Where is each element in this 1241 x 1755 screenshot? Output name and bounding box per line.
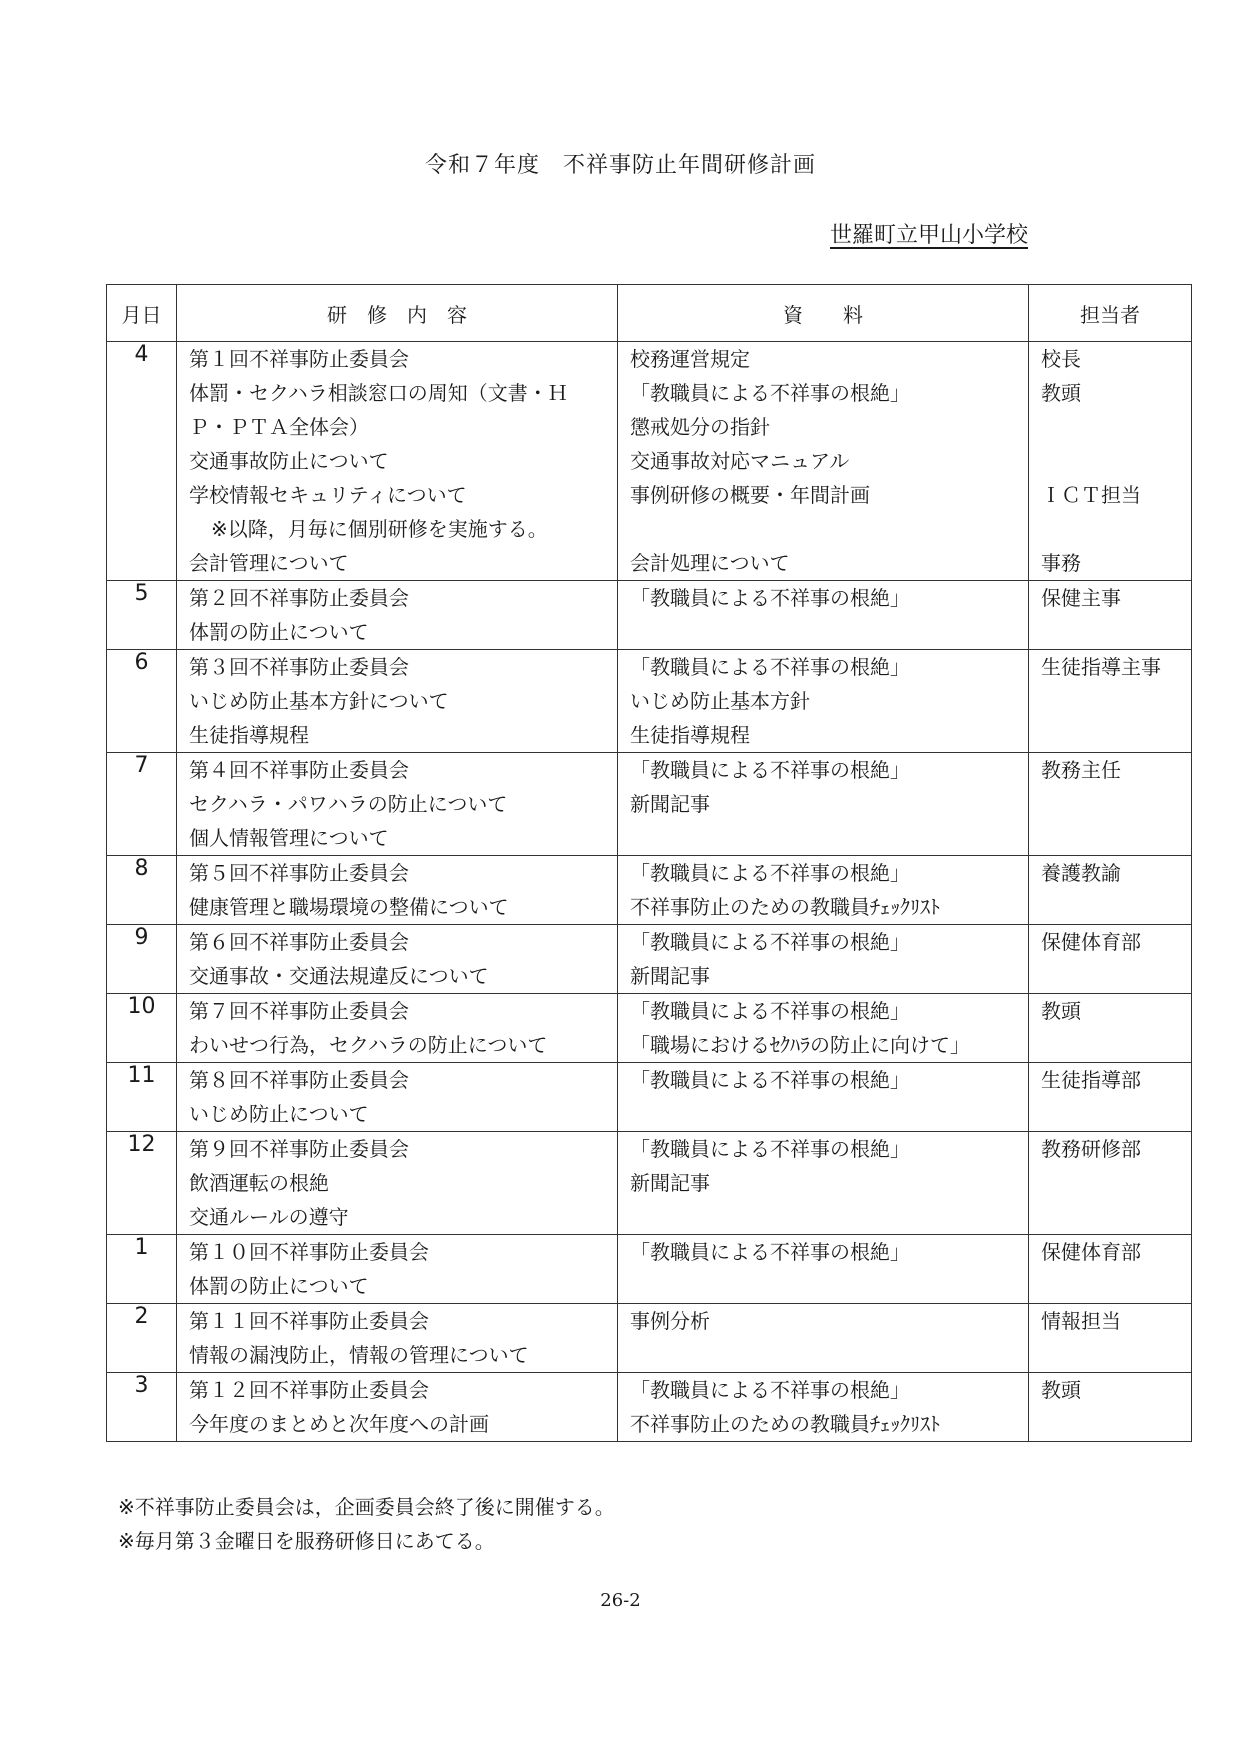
materials-line: 懲戒処分の指針	[630, 415, 770, 439]
person-line: 保健体育部	[1041, 1240, 1141, 1264]
materials-line: 新聞記事	[630, 1171, 710, 1195]
materials-cell	[618, 925, 1029, 994]
materials-line: 「教職員による不祥事の根絶」	[630, 655, 910, 679]
content-line: 第１１回不祥事防止委員会	[189, 1309, 429, 1333]
content-line: 第１２回不祥事防止委員会	[189, 1378, 429, 1402]
person-line	[1041, 959, 1191, 993]
materials-line: 不祥事防止のための教職員ﾁｪｯｸﾘｽﾄ	[630, 895, 940, 919]
materials-line: 事例研修の概要・年間計画	[630, 483, 870, 507]
materials-line: 「教職員による不祥事の根絶」	[630, 930, 910, 954]
person-line	[1041, 512, 1191, 546]
content-line: 生徒指導規程	[189, 723, 309, 747]
materials-line: 交通事故対応マニュアル	[630, 449, 850, 473]
materials-line: 「教職員による不祥事の根絶」	[630, 586, 910, 610]
content-line: 会計管理について	[189, 551, 349, 575]
month-cell: 11	[107, 1063, 177, 1132]
person-line: 情報担当	[1041, 1309, 1121, 1333]
materials-line	[630, 1269, 1028, 1303]
materials-cell	[618, 650, 1029, 753]
content-line: 学校情報セキュリティについて	[189, 483, 467, 507]
header-month: 月日	[107, 285, 177, 342]
person-line	[1041, 787, 1191, 821]
school-name: 世羅町立甲山小学校	[830, 223, 1029, 248]
training-plan-table	[106, 284, 1192, 1442]
person-line	[1041, 1200, 1191, 1234]
person-line	[1041, 410, 1191, 444]
materials-line: 生徒指導規程	[630, 723, 750, 747]
person-cell	[1029, 342, 1192, 581]
content-line: 個人情報管理について	[189, 826, 389, 850]
materials-line: 「教職員による不祥事の根絶」	[630, 999, 910, 1023]
notes	[118, 1490, 615, 1558]
person-line: 事務	[1041, 551, 1081, 575]
table-body	[107, 342, 1192, 1442]
person-line	[1041, 684, 1191, 718]
person-cell	[1029, 1373, 1192, 1442]
person-line	[1041, 615, 1191, 649]
content-line: 第２回不祥事防止委員会	[189, 586, 409, 610]
person-line	[1041, 1028, 1191, 1062]
content-line: 第３回不祥事防止委員会	[189, 655, 409, 679]
materials-line: 「教職員による不祥事の根絶」	[630, 758, 910, 782]
content-line: ※以降，月毎に個別研修を実施する。	[211, 517, 548, 541]
content-line: Ｐ・ＰＴＡ全体会）	[189, 415, 369, 439]
materials-line: 「教職員による不祥事の根絶」	[630, 1068, 910, 1092]
person-line	[1041, 1166, 1191, 1200]
content-line: 飲酒運転の根絶	[189, 1171, 329, 1195]
header-person: 担当者	[1029, 285, 1192, 342]
month-cell: 7	[107, 753, 177, 856]
table-row	[107, 581, 1192, 650]
content-line: 第４回不祥事防止委員会	[189, 758, 409, 782]
materials-line: 不祥事防止のための教職員ﾁｪｯｸﾘｽﾄ	[630, 1412, 940, 1436]
person-cell	[1029, 1304, 1192, 1373]
materials-cell	[618, 581, 1029, 650]
content-line: 第６回不祥事防止委員会	[189, 930, 409, 954]
content-cell	[177, 1235, 618, 1304]
content-line: 健康管理と職場環境の整備について	[189, 895, 509, 919]
person-cell	[1029, 925, 1192, 994]
page-number: 26-2	[600, 1590, 641, 1611]
content-line: 第１０回不祥事防止委員会	[189, 1240, 429, 1264]
table-row	[107, 1235, 1192, 1304]
person-line: 教頭	[1041, 1378, 1081, 1402]
table-header-row	[107, 285, 1192, 342]
materials-line: 「教職員による不祥事の根絶」	[630, 1137, 910, 1161]
table-row	[107, 856, 1192, 925]
content-line: 体罰の防止について	[189, 620, 369, 644]
person-line: 校長	[1041, 347, 1081, 371]
person-line: 養護教諭	[1041, 861, 1121, 885]
materials-cell	[618, 1132, 1029, 1235]
person-line: 教頭	[1041, 999, 1081, 1023]
person-line: 生徒指導主事	[1041, 655, 1161, 679]
content-cell	[177, 994, 618, 1063]
person-line: 保健主事	[1041, 586, 1121, 610]
person-cell	[1029, 650, 1192, 753]
person-line: 生徒指導部	[1041, 1068, 1141, 1092]
month-cell: 2	[107, 1304, 177, 1373]
content-cell	[177, 856, 618, 925]
content-cell	[177, 925, 618, 994]
person-line: 教頭	[1041, 381, 1081, 405]
content-cell	[177, 342, 618, 581]
month-cell: 10	[107, 994, 177, 1063]
table-row	[107, 925, 1192, 994]
content-cell	[177, 1373, 618, 1442]
materials-line: 「教職員による不祥事の根絶」	[630, 1378, 910, 1402]
content-line: 今年度のまとめと次年度への計画	[189, 1412, 489, 1436]
person-line	[1041, 890, 1191, 924]
content-line: 情報の漏洩防止，情報の管理について	[189, 1343, 529, 1367]
table-row	[107, 1132, 1192, 1235]
person-line	[1041, 718, 1191, 752]
content-line: 交通ルールの遵守	[189, 1205, 349, 1229]
table-row	[107, 1304, 1192, 1373]
content-line: 交通事故・交通法規違反について	[189, 964, 489, 988]
month-cell: 4	[107, 342, 177, 581]
person-cell	[1029, 753, 1192, 856]
table-row	[107, 650, 1192, 753]
table-row	[107, 342, 1192, 581]
person-line: ＩＣＴ担当	[1041, 483, 1141, 507]
materials-line: 「教職員による不祥事の根絶」	[630, 1240, 910, 1264]
content-line: 第５回不祥事防止委員会	[189, 861, 409, 885]
person-line	[1041, 1097, 1191, 1131]
materials-cell	[618, 753, 1029, 856]
content-cell	[177, 1132, 618, 1235]
content-cell	[177, 650, 618, 753]
content-cell	[177, 1304, 618, 1373]
person-cell	[1029, 1063, 1192, 1132]
table-row	[107, 1063, 1192, 1132]
month-cell: 6	[107, 650, 177, 753]
person-cell	[1029, 856, 1192, 925]
content-line: わいせつ行為，セクハラの防止について	[189, 1033, 548, 1057]
table-row	[107, 994, 1192, 1063]
person-line	[1041, 444, 1191, 478]
materials-line: 事例分析	[630, 1309, 710, 1333]
materials-cell	[618, 342, 1029, 581]
materials-cell	[618, 1063, 1029, 1132]
content-line: いじめ防止について	[189, 1102, 369, 1126]
materials-line: 「教職員による不祥事の根絶」	[630, 381, 910, 405]
content-cell	[177, 753, 618, 856]
content-line: 体罰の防止について	[189, 1274, 369, 1298]
materials-line: 新聞記事	[630, 964, 710, 988]
materials-line	[630, 821, 1028, 855]
materials-cell	[618, 1304, 1029, 1373]
person-line	[1041, 1338, 1191, 1372]
materials-line: 校務運営規定	[630, 347, 750, 371]
materials-line	[630, 615, 1028, 649]
month-cell: 12	[107, 1132, 177, 1235]
person-cell	[1029, 581, 1192, 650]
person-line: 教務主任	[1041, 758, 1121, 782]
materials-cell	[618, 856, 1029, 925]
materials-cell	[618, 1373, 1029, 1442]
materials-line: いじめ防止基本方針	[630, 689, 810, 713]
person-line: 保健体育部	[1041, 930, 1141, 954]
content-line: 交通事故防止について	[189, 449, 389, 473]
month-cell: 8	[107, 856, 177, 925]
month-cell: 1	[107, 1235, 177, 1304]
materials-cell	[618, 1235, 1029, 1304]
content-line: 第９回不祥事防止委員会	[189, 1137, 409, 1161]
table-row	[107, 1373, 1192, 1442]
person-cell	[1029, 1132, 1192, 1235]
content-line: いじめ防止基本方針について	[189, 689, 449, 713]
document-title: 令和７年度 不祥事防止年間研修計画	[424, 153, 816, 178]
person-line: 教務研修部	[1041, 1137, 1141, 1161]
content-line: 第８回不祥事防止委員会	[189, 1068, 409, 1092]
materials-line: 「職場におけるｾｸﾊﾗの防止に向けて」	[630, 1033, 970, 1057]
content-line: 第７回不祥事防止委員会	[189, 999, 409, 1023]
content-cell	[177, 581, 618, 650]
note-line: ※毎月第３金曜日を服務研修日にあてる。	[118, 1529, 495, 1553]
content-line: 体罰・セクハラ相談窓口の周知（文書・Ｈ	[189, 381, 568, 405]
header-content: 研 修 内 容	[177, 285, 618, 342]
content-line: 第１回不祥事防止委員会	[189, 347, 409, 371]
materials-line	[630, 1200, 1028, 1234]
materials-line	[630, 1097, 1028, 1131]
month-cell: 3	[107, 1373, 177, 1442]
person-cell	[1029, 1235, 1192, 1304]
materials-cell	[618, 994, 1029, 1063]
table-row	[107, 753, 1192, 856]
materials-line: 新聞記事	[630, 792, 710, 816]
month-cell: 5	[107, 581, 177, 650]
materials-line: 「教職員による不祥事の根絶」	[630, 861, 910, 885]
materials-line: 会計処理について	[630, 551, 790, 575]
person-line	[1041, 821, 1191, 855]
content-cell	[177, 1063, 618, 1132]
person-cell	[1029, 994, 1192, 1063]
materials-line	[630, 512, 1028, 546]
person-line	[1041, 1407, 1191, 1441]
header-materials: 資 料	[618, 285, 1029, 342]
materials-line	[630, 1338, 1028, 1372]
content-line: セクハラ・パワハラの防止について	[189, 792, 508, 816]
person-line	[1041, 1269, 1191, 1303]
month-cell: 9	[107, 925, 177, 994]
note-line: ※不祥事防止委員会は，企画委員会終了後に開催する。	[118, 1495, 615, 1519]
